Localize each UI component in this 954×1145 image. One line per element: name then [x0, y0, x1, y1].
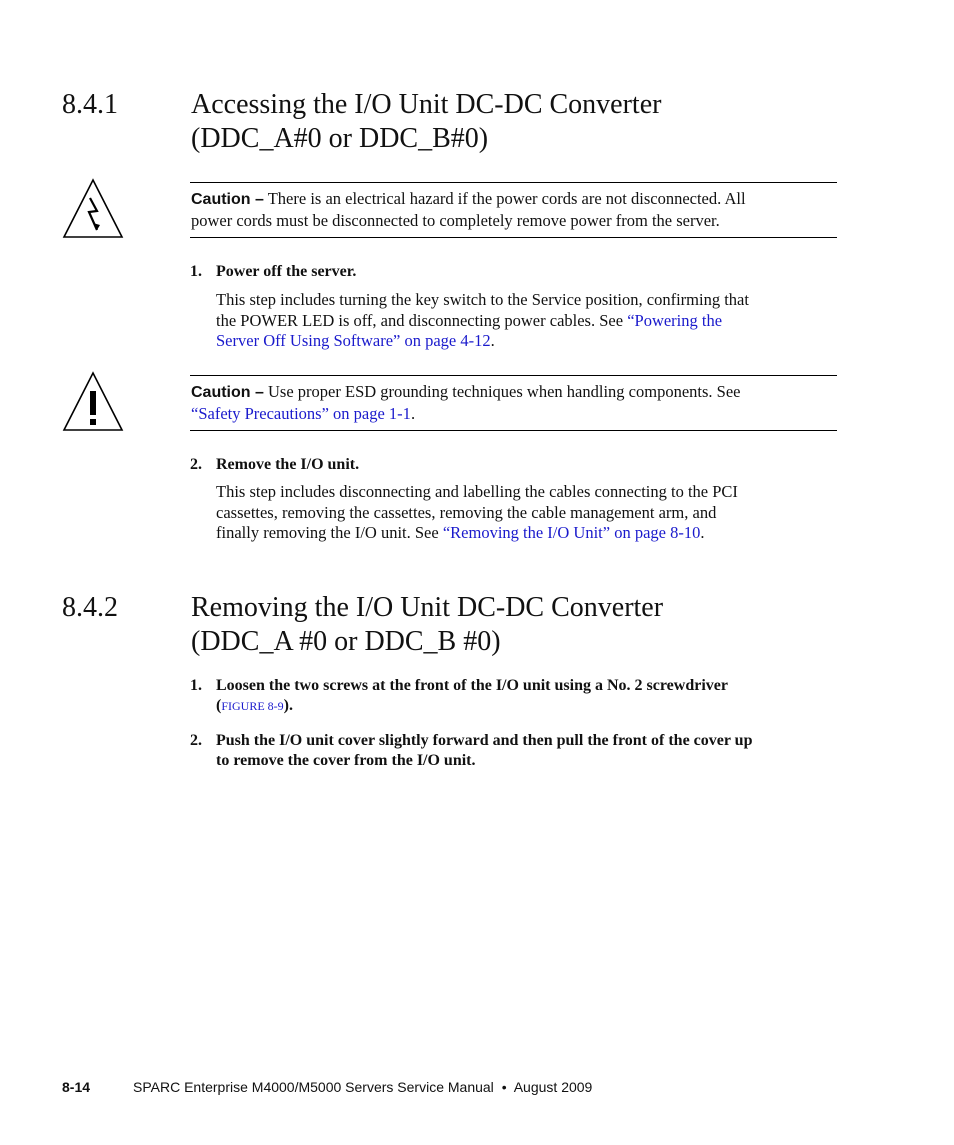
caution-text: Use proper ESD grounding techniques when handling components. See [263, 382, 741, 401]
manual-title: SPARC Enterprise M4000/M5000 Servers Service Manual [133, 1079, 494, 1095]
step-title [216, 731, 846, 771]
section-number: 8.4.1 [62, 89, 118, 120]
cross-reference-link[interactable]: “Powering the [627, 310, 723, 330]
cross-reference-link[interactable]: “Removing the I/O Unit” on page 8-10 [442, 523, 701, 542]
caution-box [191, 189, 841, 231]
step-title: Power off the server. [216, 263, 357, 280]
cross-reference-link[interactable]: Server Off Using Software” on page 4-12 [216, 331, 491, 350]
caution-text: power cords must be disconnected to completely remove power from the server. [191, 210, 720, 230]
electrical-hazard-icon [62, 178, 124, 240]
section-title [191, 591, 891, 659]
caution-top-rule [190, 375, 837, 376]
footer-title [133, 1079, 592, 1095]
caution-label: Caution – [191, 191, 264, 208]
step-number: 2. [190, 456, 202, 473]
step-body [216, 482, 846, 544]
body-text: finally removing the I/O unit. See [216, 523, 443, 542]
footer-date: August 2009 [513, 1079, 593, 1095]
section-title-line: (DDC_A #0 or DDC_B #0) [191, 626, 501, 657]
page-number: 8-14 [62, 1079, 91, 1095]
caution-label: Caution – [191, 384, 264, 401]
caution-text: . [410, 403, 416, 423]
step-title [216, 676, 846, 716]
caution-top-rule [190, 182, 837, 183]
step-title-line: to remove the cover from the I/O unit. [216, 752, 476, 769]
step-number: 2. [190, 732, 202, 749]
caution-text: There is an electrical hazard if the power cords are not disconnected. All [263, 189, 746, 208]
figure-link[interactable]: FIGURE 8-9 [221, 699, 284, 713]
section-title [191, 88, 891, 156]
body-text: . [490, 331, 495, 350]
step-body [216, 290, 846, 352]
warning-exclamation-icon [62, 371, 124, 433]
caution-bottom-rule [190, 430, 837, 431]
body-line: cassettes, removing the cassettes, removing the cable management arm, and [216, 502, 717, 522]
step-number: 1. [190, 263, 202, 280]
cross-reference-link[interactable]: “Safety Precautions” on page 1-1 [191, 403, 411, 423]
body-line: This step includes turning the key switch to the Service position, confirming that [216, 290, 749, 309]
step-title-line: Loosen the two screws at the front of the I/O unit using a No. 2 screwdriver [216, 677, 728, 694]
body-text: the POWER LED is off, and disconnecting power cables. See [216, 310, 628, 330]
body-text: . [700, 523, 705, 542]
step-title: Remove the I/O unit. [216, 456, 360, 473]
step-number: 1. [190, 677, 202, 694]
step-title-line: Push the I/O unit cover slightly forward and then pull the front of the cover up [216, 732, 753, 749]
section-title-line: Removing the I/O Unit DC-DC Converter [191, 592, 664, 623]
body-line: This step includes disconnecting and labelling the cables connecting to the PCI [216, 482, 738, 501]
footer-bullet: • [501, 1079, 507, 1095]
caution-bottom-rule [190, 237, 837, 238]
section-title-line: (DDC_A#0 or DDC_B#0) [191, 123, 489, 154]
section-number: 8.4.2 [62, 592, 118, 623]
paren: ( [216, 697, 222, 714]
paren: ). [283, 697, 293, 714]
caution-box [191, 382, 841, 424]
section-title-line: Accessing the I/O Unit DC-DC Converter [191, 89, 662, 120]
